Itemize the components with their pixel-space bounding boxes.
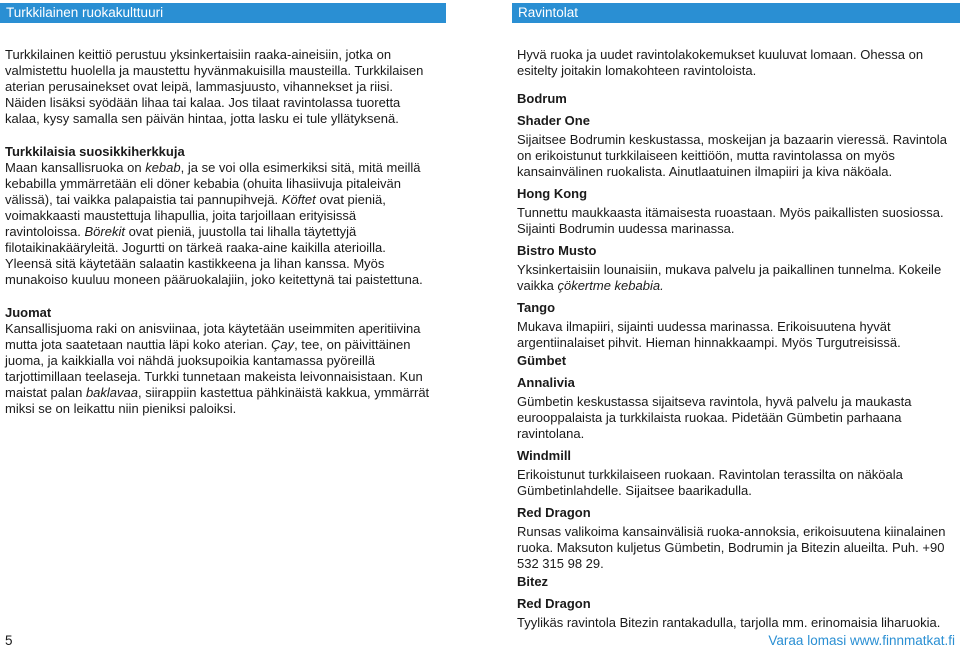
term-cay: Çay: [270, 337, 295, 352]
intro-text-2: Jos tilaat ravintolassa tuoretta kalaa, kysy samalla sen päivän hintaa, jotta lasku ei tule yllätyksenä.: [5, 95, 401, 126]
specialties-text: Maan kansallisruoka on: [5, 160, 146, 175]
restaurant-desc-hong-kong: Tunnettu maukkaasta itämaisesta ruoastaan. Myös paikallisten suosiossa. Sijainti Bodrumin uudessa marinassa.: [517, 205, 944, 236]
page-number: 5: [5, 633, 13, 648]
drinks-heading: Juomat: [5, 305, 52, 320]
intro-paragraph: [5, 47, 435, 127]
specialties-paragraph: [5, 160, 435, 288]
restaurants-intro: Hyvä ruoka ja uudet ravintolakokemukset kuuluvat lomaan. Ohessa on esitelty joitakin lomakohteen ravintoloista.: [517, 47, 924, 78]
restaurant-desc-red-dragon-gumbet: Runsas valikoima kansainvälisiä ruoka-annoksia, erikoisuutena kiinalainen ruoka. Maksuton kuljetus Gümbetin, Bodrumin ja Bitezin alueilta. Puh. +90 532 315 98 29.: [517, 524, 946, 571]
restaurant-desc-annalivia: Gümbetin keskustassa sijaitseva ravintola, hyvä palvelu ja maukasta eurooppalaista ja turkkilaista ruokaa. Pidetään Gümbetin parhaana ravintolana.: [517, 394, 912, 441]
restaurant-desc-windmill: Erikoistunut turkkilaiseen ruokaan. Ravintolan terassilta on näköala Gümbetinlahdelle. Sijaitsee baarikadulla.: [517, 467, 903, 498]
right-section-header: Ravintolat: [512, 3, 960, 23]
city-heading-bitez: Bitez: [517, 574, 549, 589]
restaurant-desc-red-dragon-bitez: Tyylikäs ravintola Bitezin rantakadulla, tarjolla mm. erinomaisia liharuokia.: [517, 615, 941, 630]
specialties-heading: Turkkilaisia suosikkiherkkuja: [5, 144, 185, 159]
right-column: [517, 47, 947, 631]
term-koftet: Köftet: [281, 192, 316, 207]
bistro-text: Yksinkertaisiin lounaisiin, mukava palvelu ja paikallinen tunnelma. Kokeile vaikka: [517, 262, 942, 293]
left-section-header: Turkkilainen ruokakulttuuri: [0, 3, 446, 23]
restaurant-name-shader-one: Shader One: [517, 113, 590, 128]
restaurant-name-red-dragon-gumbet: Red Dragon: [517, 505, 591, 520]
specialties-text: ovat pieniä, juustolla tai lihalla täytettyjä filotaikinakääryleitä. Jogurtti on tärkeä raaka-aine kaikilla aterioilla. Yleensä sitä käytetään salaatin kastikkeena ja lihan kanssa. Myös munakoiso kuuluu moneen pääruokalajiin, joko keitettynä tai paistettuna.: [5, 224, 423, 287]
left-column: [5, 47, 435, 417]
restaurant-desc-shader-one: Sijaitsee Bodrumin keskustassa, moskeijan ja bazaarin vieressä. Ravintola on erikoistunut turkkilaiseen keittiöön, mutta ravintolassa on myös kansainvälinen ruokalista. Ainutlaatuinen ilmapiiri ja kiva näköala.: [517, 132, 947, 179]
term-cokertme: çökertme kebabia.: [557, 278, 664, 293]
restaurant-name-hong-kong: Hong Kong: [517, 186, 588, 201]
restaurant-desc-tango: Mukava ilmapiiri, sijainti uudessa marinassa. Erikoisuutena hyvät argentiinalaiset pihvit. Hieman hinnakkaampi. Myös Turgutreisissä.: [517, 319, 901, 350]
term-borek: Börekit: [84, 224, 125, 239]
restaurant-name-annalivia: Annalivia: [517, 375, 575, 390]
intro-text-1: Turkkilainen keittiö perustuu yksinkertaisiin raaka-aineisiin, jotka on valmistettu huolella ja maustettu hyvänmakuisilla mausteilla. Turkkilaisen aterian perusainekset ovat leipä, lammasjuusto, vihannekset ja riisi. Näiden lisäksi syödään lihaa tai kalaa.: [5, 47, 424, 110]
restaurant-name-tango: Tango: [517, 300, 556, 315]
restaurant-desc-bistro-musto: [517, 262, 947, 294]
restaurant-name-windmill: Windmill: [517, 448, 572, 463]
drinks-text: Kansallisjuoma raki on anisviinaa, jota käytetään useimmiten aperitiivina mutta jota saatetaan nauttia läpi koko aterian.: [5, 321, 421, 352]
restaurant-name-bistro-musto: Bistro Musto: [517, 243, 597, 258]
drinks-text: , siirappiin kastettua pähkinäistä kakkua, ymmärrät miksi se on leikattu niin pieniksi paloiksi.: [5, 385, 430, 416]
term-baklava: baklavaa: [85, 385, 138, 400]
drinks-paragraph: [5, 321, 435, 417]
specialties-text: , ja se voi olla esimerkiksi sitä, mitä meillä kebabilla ymmärretään eli döner kebabia (ohuita lihasiivuja pitaleivän välissä), tai vaikka palapaistia tai pannupihvejä.: [5, 160, 421, 207]
term-kebab: kebab: [145, 160, 181, 175]
city-heading-bodrum: Bodrum: [517, 91, 567, 106]
specialties-text: ovat pieniä, voimakkaasti maustettuja lihapullia, joita tarjoillaan erityisissä ravintoloissa.: [5, 192, 386, 239]
city-heading-gumbet: Gümbet: [517, 353, 567, 368]
footer-website-link[interactable]: Varaa lomasi www.finnmatkat.fi: [768, 633, 955, 648]
restaurant-name-red-dragon-bitez: Red Dragon: [517, 596, 591, 611]
drinks-text: , tee, on päivittäinen juoma, ja kaikkialla voi nähdä juoksupoikia kantamassa pyöreillä tarjottimillaan teelaseja. Turkki tunnetaan makeista leivonnaisistaan. Kun maistat palan: [5, 337, 423, 400]
